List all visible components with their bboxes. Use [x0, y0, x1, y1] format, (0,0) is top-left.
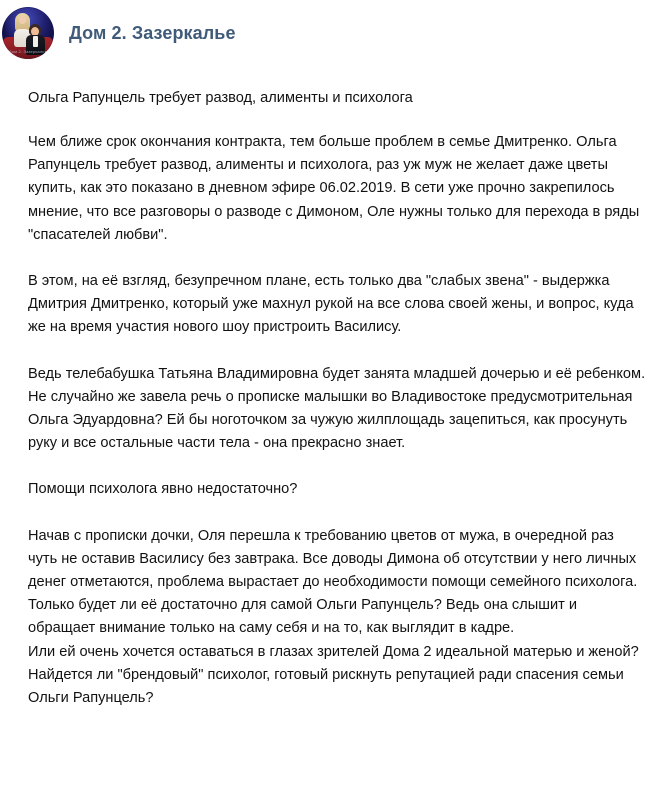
avatar-watermark: Дом 2. Зазеркалье [8, 49, 48, 54]
site-header [0, 0, 670, 62]
article-paragraph: Ведь телебабушка Татьяна Владимировна будет занята младшей дочерью и её ребенком. Не случайно же завела речь о прописке малышки во Владивостоке предусмотрительная Ольга Эдуардовна? Ей бы ноготочком за чужую жилплощадь зацепиться, как просунуть руку и все остальные части тела - она прекрасно знает. [28, 365, 646, 452]
article-paragraph: В этом, на её взгляд, безупречном плане, есть только два "слабых звена" - выдержка Дмитрия Дмитренко, который уже махнул рукой на все слова своей жены, и вопрос, куда же на время участия нового шоу пристроить Василису. [28, 273, 634, 336]
article-paragraph: Чем ближе срок окончания контракта, тем больше проблем в семье Дмитренко. Ольга Рапунцель требует развод, алименты и психолога, раз уж муж не желает даже цветы купить, как это показано в дневном эфире 06.02.2019. В сети уже прочно закрепилось мнение, что все разговоры о разводе с Димоном, Оле нужны только для перехода в ряды "спасателей любви". [28, 134, 640, 243]
man-shirt [33, 36, 38, 47]
article-paragraph: Помощи психолога явно недостаточно? [28, 481, 298, 498]
article [0, 88, 670, 710]
woman-face [19, 16, 26, 24]
article-paragraph: Или ей очень хочется оставаться в глазах зрителей Дома 2 идеальной матерью и женой? Найдется ли "брендовый" психолог, готовый рискнуть репутацией ради спасения семьи Ольги Рапунцель? [28, 643, 639, 707]
article-body [28, 131, 646, 710]
article-paragraph: Начав с прописки дочки, Оля перешла к требованию цветов от мужа, в очередной раз чуть не оставив Василису без завтрака. Все доводы Димона об отсутствии у него личных денег отметаются, проблема вырастает до необходимости помощи семейного психолога. Только будет ли её достаточно для самой Ольги Рапунцель? Ведь она слышит и обращает внимание только на саму себя и на то, как выглядит в кадре. [28, 527, 638, 637]
avatar[interactable] [2, 7, 54, 59]
page-title: Ольга Рапунцель требует развод, алименты и психолога [28, 90, 413, 106]
site-title[interactable]: Дом 2. Зазеркалье [69, 22, 236, 43]
